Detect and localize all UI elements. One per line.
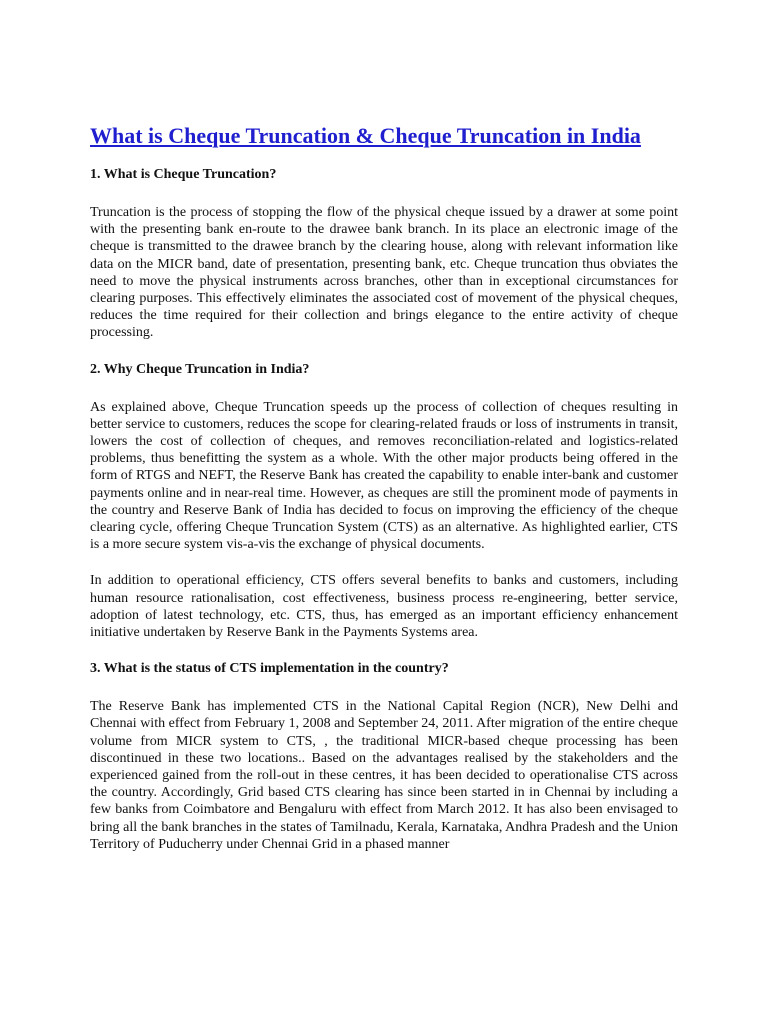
section-heading-status: 3. What is the status of CTS implementation in the country? (90, 661, 449, 677)
paragraph-why-1: As explained above, Cheque Truncation speeds up the process of collection of cheques resulting in better service to customers, reduces the scope for clearing-related frauds or loss of instruments in transit, lowers the cost of collection of cheques, and removes reconciliation-related and logistics-related problems, thus benefitting the system as a whole. With the other major products being offered in the form of RTGS and NEFT, the Reserve Bank has created the capability to enable inter-bank and customer payments online and in near-real time. However, as cheques are still the prominent mode of payments in the country and Reserve Bank of India has decided to focus on improving the efficiency of the cheque clearing cycle, offering Cheque Truncation System (CTS) as an alternative. As highlighted earlier, CTS is a more secure system vis-a-vis the exchange of physical documents. (90, 399, 678, 553)
page-title[interactable]: What is Cheque Truncation & Cheque Truncation in India (90, 123, 641, 148)
document-page (90, 120, 678, 872)
section-heading-what-is: 1. What is Cheque Truncation? (90, 167, 277, 182)
section-heading-why: 2. Why Cheque Truncation in India? (90, 361, 310, 377)
paragraph-what-is: Truncation is the process of stopping the flow of the physical cheque issued by a drawer at some point with the presenting bank en-route to the drawee bank branch. In its place an electronic image of the cheque is transmitted to the drawee branch by the clearing house, along with relevant information like data on the MICR band, date of presentation, presenting bank, etc. Cheque truncation thus obviates the need to move the physical instruments across branches, other than in exceptional circumstances for clearing purposes. This effectively eliminates the associated cost of movement of the physical cheques, reduces the time required for their collection and brings elegance to the entire activity of cheque processing. (90, 205, 678, 341)
paragraph-status: The Reserve Bank has implemented CTS in the National Capital Region (NCR), New Delhi and Chennai with effect from February 1, 2008 and September 24, 2011. After migration of the entire cheque volume from MICR system to CTS, , the traditional MICR-based cheque processing has been discontinued in these two locations.. Based on the advantages realised by the stakeholders and the experienced gained from the roll-out in these centres, it has been decided to operationalise CTS across the country. Accordingly, Grid based CTS clearing has since been started in in Chennai by including a few banks from Coimbatore and Bengaluru with effect from March 2012. It has also been envisaged to bring all the bank branches in the states of Tamilnadu, Kerala, Karnataka, Andhra Pradesh and the Union Territory of Puducherry under Chennai Grid in a phased manner (90, 699, 678, 852)
paragraph-why-2: In addition to operational efficiency, CTS offers several benefits to banks and customers, including human resource rationalisation, cost effectiveness, business process re-engineering, better service, adoption of latest technology, etc. CTS, thus, has emerged as an important efficiency enhancement initiative undertaken by Reserve Bank in the Payments Systems area. (90, 573, 678, 641)
